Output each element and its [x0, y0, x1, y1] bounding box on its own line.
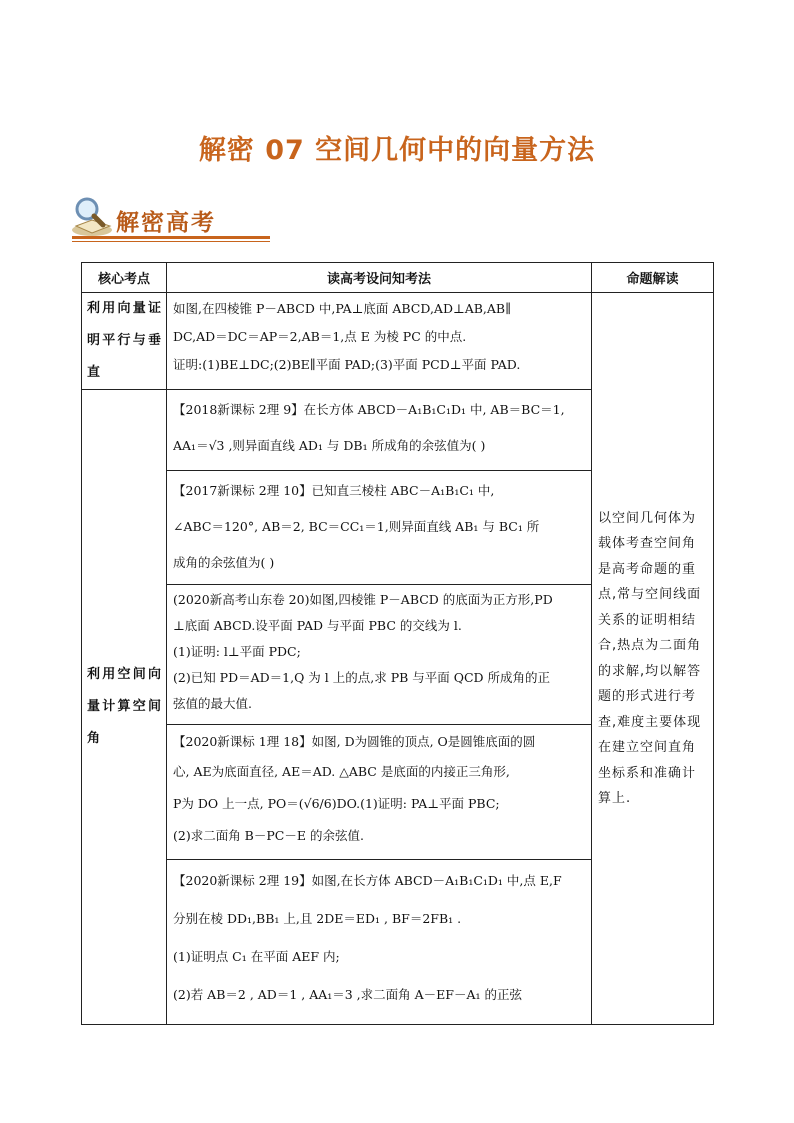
- question-text: 心, AE为底面直径, AE＝AD. △ABC 是底面的内接正三角形,: [173, 764, 510, 779]
- question-text: DC,AD＝DC＝AP＝2,AB＝1,点 E 为棱 PC 的中点.: [173, 329, 467, 344]
- question-cell: [167, 471, 592, 585]
- question-text: P为 DO 上一点, PO＝(√6/6)DO.(1)证明: PA⊥平面 PBC;: [173, 796, 500, 811]
- question-text: 【2020新课标 2理 19】如图,在长方体 ABCD－A₁B₁C₁D₁ 中,点 E,F: [173, 873, 562, 888]
- topic-cell: 利用向量证明平行与垂直: [82, 293, 167, 390]
- exam-table: [81, 262, 714, 1025]
- question-text: (2)已知 PD＝AD＝1,Q 为 l 上的点,求 PB 与平面 QCD 所成角的正: [173, 670, 551, 685]
- question-text: (1)证明点 C₁ 在平面 AEF 内;: [173, 949, 340, 964]
- page-title: 解密 07 空间几何中的向量方法: [198, 135, 596, 166]
- question-text: 弦值的最大值.: [173, 696, 252, 711]
- question-text: (2)若 AB＝2 , AD＝1 , AA₁＝3 ,求二面角 A－EF－A₁ 的正弦: [173, 987, 522, 1002]
- question-cell: [167, 725, 592, 860]
- question-cell: [167, 585, 592, 725]
- question-cell: [167, 293, 592, 390]
- question-text: 证明:(1)BE⊥DC;(2)BE∥平面 PAD;(3)平面 PCD⊥平面 PAD.: [173, 357, 521, 372]
- question-text: AA₁＝√3 ,则异面直线 AD₁ 与 DB₁ 所成角的余弦值为( ): [173, 438, 486, 453]
- question-text: ∠ABC＝120°, AB＝2, BC＝CC₁＝1,则异面直线 AB₁ 与 BC₁ 所: [173, 519, 540, 534]
- table-header-row: [82, 263, 714, 293]
- table-row: [82, 293, 714, 390]
- topic-cell: 利用空间向量计算空间角: [82, 390, 167, 1025]
- section-label: 解密高考: [116, 210, 216, 236]
- divider: [72, 236, 270, 239]
- question-cell: [167, 860, 592, 1025]
- question-text: (1)证明: l⊥平面 PDC;: [173, 644, 301, 659]
- question-text: ⊥底面 ABCD.设平面 PAD 与平面 PBC 的交线为 l.: [173, 618, 462, 633]
- interpretation-cell: 以空间几何体为载体考查空间角是高考命题的重点,常与空间线面关系的证明相结合,热点为二面角的求解,均以解答题的形式进行考查,难度主要体现在建立空间直角坐标系和准确计算上.: [592, 293, 714, 1025]
- header-interpretation: 命题解读: [592, 263, 714, 293]
- question-text: 【2020新课标 1理 18】如图, D为圆锥的顶点, O是圆锥底面的圆: [173, 734, 536, 749]
- question-text: 【2017新课标 2理 10】已知直三棱柱 ABC－A₁B₁C₁ 中,: [173, 483, 495, 498]
- question-text: 分别在棱 DD₁,BB₁ 上,且 2DE＝ED₁ , BF＝2FB₁ .: [173, 911, 462, 926]
- question-text: 如图,在四棱锥 P－ABCD 中,PA⊥底面 ABCD,AD⊥AB,AB∥: [173, 301, 511, 316]
- question-cell: [167, 390, 592, 471]
- header-question: 读高考设问知考法: [167, 263, 592, 293]
- question-text: (2)求二面角 B－PC－E 的余弦值.: [173, 828, 364, 843]
- divider: [72, 241, 270, 242]
- header-core-point: 核心考点: [82, 263, 167, 293]
- question-text: 【2018新课标 2理 9】在长方体 ABCD－A₁B₁C₁D₁ 中, AB＝BC＝1,: [173, 402, 565, 417]
- question-text: 成角的余弦值为( ): [173, 555, 275, 570]
- section-header: [70, 196, 270, 246]
- question-text: (2020新高考山东卷 20)如图,四棱锥 P－ABCD 的底面为正方形,PD: [173, 592, 553, 607]
